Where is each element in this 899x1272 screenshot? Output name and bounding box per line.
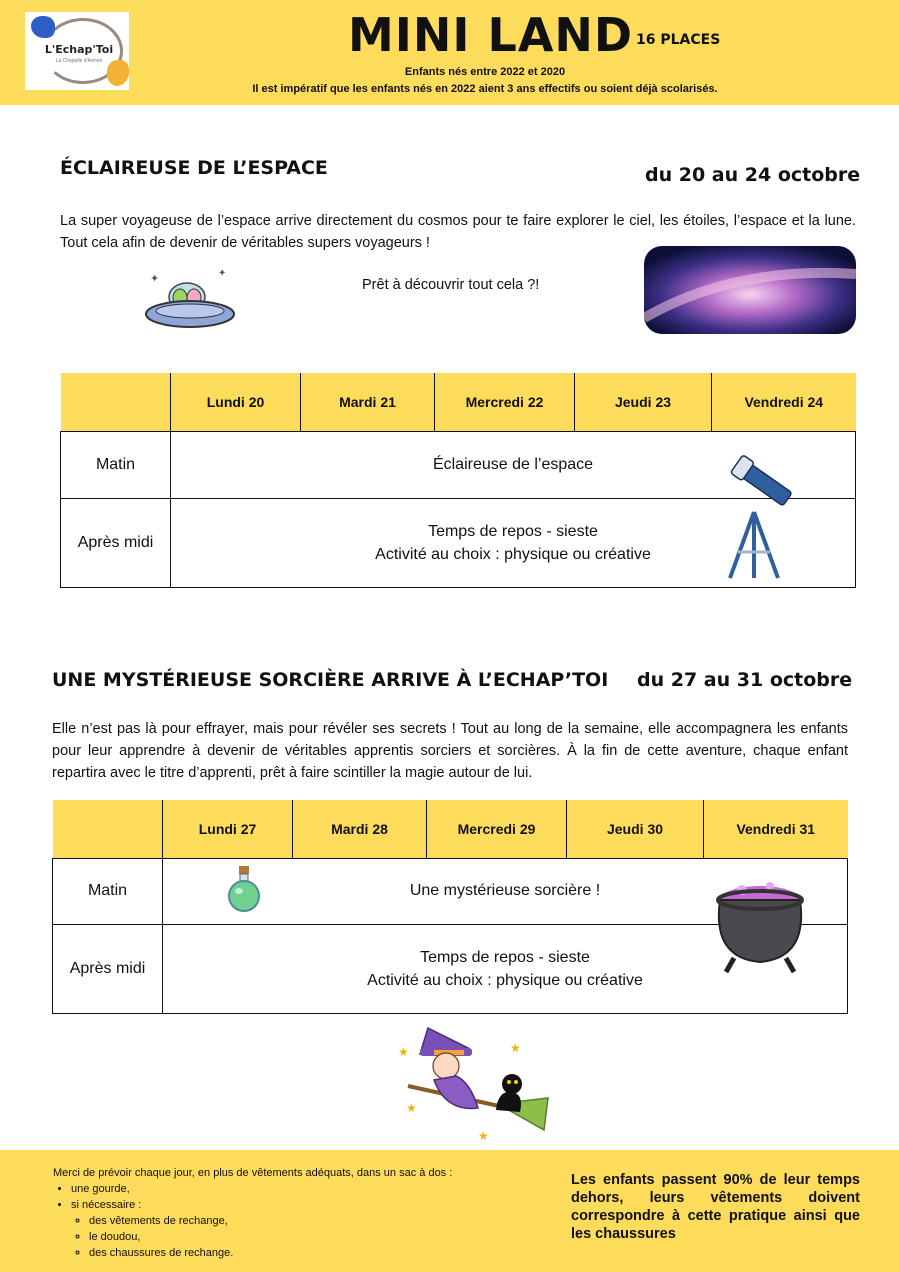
svg-text:✦: ✦ bbox=[150, 272, 160, 285]
ufo-aliens-icon bbox=[142, 262, 242, 334]
afternoon-line-1: Temps de repos - sieste bbox=[420, 948, 590, 966]
footer-banner bbox=[0, 1150, 899, 1272]
morning-label: Matin bbox=[53, 858, 163, 924]
morning-activity: Une mystérieuse sorcière ! bbox=[163, 858, 848, 924]
svg-text:✦: ✦ bbox=[218, 268, 227, 279]
header-banner bbox=[0, 0, 899, 105]
day-header: Lundi 20 bbox=[171, 373, 301, 431]
day-header: Mercredi 22 bbox=[435, 373, 575, 431]
places-count: 16 PLACES bbox=[636, 32, 721, 48]
afternoon-line-2: Activité au choix : physique ou créative bbox=[375, 545, 651, 563]
week1-dates: du 20 au 24 octobre bbox=[645, 164, 861, 186]
blue-hand-icon bbox=[31, 16, 55, 38]
day-header: Mardi 28 bbox=[293, 800, 427, 858]
day-header: Jeudi 30 bbox=[567, 800, 704, 858]
list-item: ◦ le doudou, bbox=[89, 1229, 452, 1245]
day-header: Jeudi 23 bbox=[575, 373, 712, 431]
week1-tagline: Prêt à découvrir tout cela ?! bbox=[362, 277, 540, 293]
galaxy-image bbox=[644, 246, 856, 334]
afternoon-label: Après midi bbox=[53, 924, 163, 1013]
packing-list bbox=[53, 1165, 452, 1261]
packing-intro: Merci de prévoir chaque jour, en plus de vêtements adéquats, dans un sac à dos : bbox=[53, 1167, 453, 1179]
logo-name: L'Echap'Toi bbox=[44, 43, 114, 56]
day-header: Mercredi 29 bbox=[427, 800, 567, 858]
week1-description: La super voyageuse de l’espace arrive directement du cosmos pour te faire explorer le ciel, les étoiles, l’espace et la lune. Tout cela afin de devenir de véritables supers voyageurs ! bbox=[60, 213, 856, 251]
telescope-icon bbox=[716, 452, 796, 582]
witch-on-broom-icon bbox=[398, 1020, 550, 1142]
week2-description: Elle n’est pas là pour effrayer, mais pour révéler ses secrets ! Tout au long de la semaine, elle accompagnera les enfants pour leur apprendre à devenir de véritables apprentis sorciers et sorcières. À la fin de cette aventure, chaque enfant repartira avec le titre d’apprenti, prêt à faire scintiller la magie autour de lui. bbox=[52, 721, 848, 781]
week1-title: ÉCLAIREUSE DE L’ESPACE bbox=[60, 157, 328, 179]
age-requirement: Il est impératif que les enfants nés en 2022 aient 3 ans effectifs ou soient déjà scolarisés. bbox=[252, 83, 718, 95]
table-corner bbox=[61, 373, 171, 431]
day-header: Mardi 21 bbox=[301, 373, 435, 431]
list-item-label: si nécessaire : bbox=[71, 1199, 142, 1211]
cauldron-icon bbox=[712, 878, 812, 974]
svg-text:★: ★ bbox=[398, 1045, 409, 1059]
list-item bbox=[71, 1197, 452, 1261]
day-header: Lundi 27 bbox=[163, 800, 293, 858]
morning-activity: Éclaireuse de l’espace bbox=[171, 431, 856, 498]
afternoon-label: Après midi bbox=[61, 498, 171, 587]
week2-dates: du 27 au 31 octobre bbox=[637, 669, 853, 691]
svg-text:★: ★ bbox=[510, 1041, 521, 1055]
table-corner bbox=[53, 800, 163, 858]
svg-text:★: ★ bbox=[406, 1101, 417, 1115]
morning-label: Matin bbox=[61, 431, 171, 498]
day-header: Vendredi 31 bbox=[704, 800, 848, 858]
week2-title: UNE MYSTÉRIEUSE SORCIÈRE ARRIVE À L’ECHAP’TOI bbox=[52, 669, 609, 691]
svg-text:★: ★ bbox=[478, 1129, 489, 1142]
list-item: • une gourde, bbox=[71, 1181, 452, 1197]
page-title: MINI LAND bbox=[348, 8, 634, 62]
list-item: ◦ des chaussures de rechange. bbox=[89, 1245, 452, 1261]
afternoon-line-2: Activité au choix : physique ou créative bbox=[367, 971, 643, 989]
afternoon-line-1: Temps de repos - sieste bbox=[428, 522, 598, 540]
potion-bottle-icon bbox=[224, 864, 264, 914]
logo bbox=[25, 12, 129, 90]
day-header: Vendredi 24 bbox=[712, 373, 856, 431]
logo-subtitle: La Chapelle d'Armen bbox=[55, 58, 103, 64]
list-item: ◦ des vêtements de rechange, bbox=[89, 1213, 452, 1229]
outdoor-note: Les enfants passent 90% de leur temps dehors, leurs vêtements doivent correspondre à cette pratique ainsi que les chaussures bbox=[571, 1172, 860, 1242]
birth-years: Enfants nés entre 2022 et 2020 bbox=[404, 66, 566, 78]
